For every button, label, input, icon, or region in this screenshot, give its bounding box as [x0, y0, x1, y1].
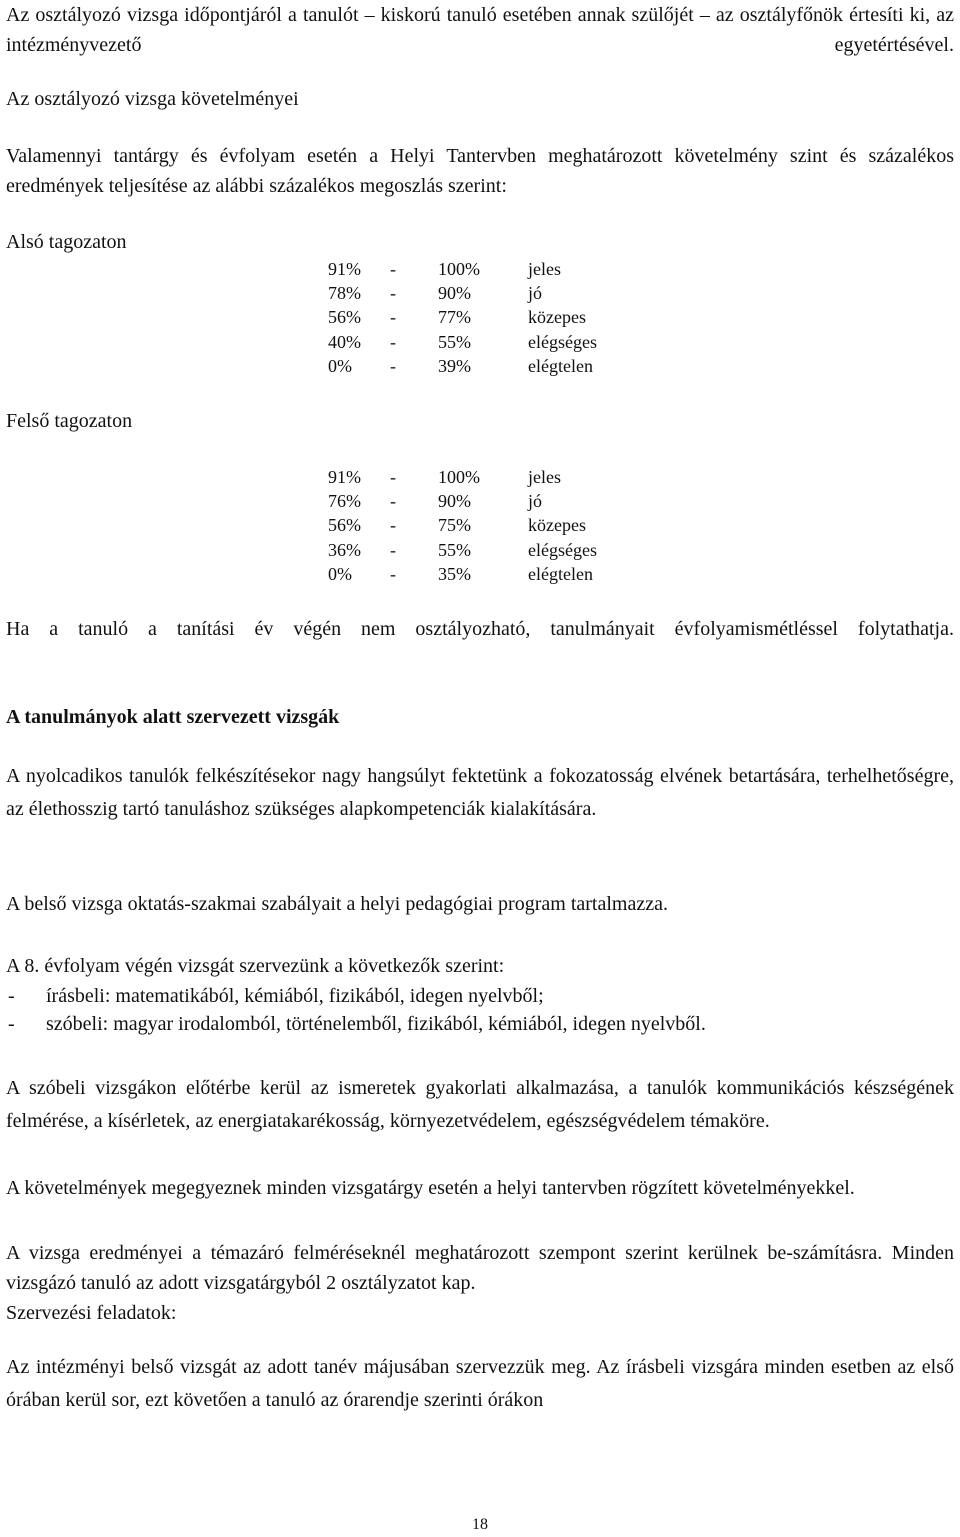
organization-heading: Szervezési feladatok: — [6, 1302, 177, 1324]
upper-section-label: Felső tagozaton — [6, 410, 133, 432]
list-item-text: írásbeli: matematikából, kémiából, fizikából, idegen nyelvből; — [46, 985, 544, 1007]
grade-row — [328, 513, 648, 537]
grade-separator: - — [390, 491, 396, 512]
grade-from: 91% — [328, 259, 361, 279]
grade-from: 0% — [328, 355, 352, 376]
grade-separator: - — [390, 467, 396, 487]
grade-from: 56% — [328, 307, 361, 328]
grade-row — [328, 305, 648, 329]
results-paragraph: A vizsga eredményei a témazáró felméréseknél meghatározott szempont szerint kerülnek be-számításra. Minden vizsgázó tanuló az adott vizsgatárgyból 2 osztályzatot kap. — [6, 1242, 954, 1294]
grade-row — [328, 465, 648, 489]
grade-to: 35% — [438, 563, 471, 584]
grade-name: jeles — [528, 259, 561, 279]
organization-paragraph: Az intézményi belső vizsgát az adott tanév májusában szervezzük meg. Az írásbeli vizsgára minden esetben az első órában kerül sor, ezt követően a tanuló az órarendje szerinti órákon — [6, 1356, 954, 1411]
grade-to: 75% — [438, 515, 471, 536]
intro-paragraph: Az osztályozó vizsga időpontjáról a tanulót – kiskorú tanuló esetében annak szülőjét – az osztályfőnök értesíti ki, az intézményvezető egyetértésével. — [6, 4, 954, 56]
grade-to: 39% — [438, 355, 471, 376]
requirements-heading: Az osztályozó vizsga követelményei — [6, 88, 299, 110]
grade-row — [328, 281, 648, 305]
grade-name: jó — [528, 491, 543, 512]
grade-name: elégtelen — [528, 563, 593, 584]
grade-from: 0% — [328, 563, 352, 584]
grade-name: elégséges — [528, 539, 597, 560]
grade8-item-oral — [6, 1009, 706, 1039]
grade-separator: - — [390, 563, 396, 584]
oral-exam-paragraph: A szóbeli vizsgákon előtérbe kerül az ismeretek gyakorlati alkalmazása, a tanulók kommunikációs készségének felmérése, a kísérletek, az energiatakarékosság, környezetvédelem, egészségvédelem témaköre. — [6, 1077, 954, 1132]
grade-name: jó — [528, 283, 543, 304]
grade8-item-written — [6, 981, 544, 1011]
grade-from: 40% — [328, 331, 361, 352]
requirements-match-paragraph: A követelmények megegyeznek minden vizsgatárgy esetén a helyi tantervben rögzített követelményekkel. — [6, 1177, 855, 1199]
grade-separator: - — [390, 331, 396, 352]
page-number: 18 — [472, 1516, 488, 1533]
grade-row — [328, 538, 648, 562]
grade-from: 91% — [328, 467, 361, 487]
upper-grade-table — [328, 465, 648, 586]
list-dash: - — [8, 985, 15, 1007]
list-item-text: szóbeli: magyar irodalomból, történelemből, fizikából, kémiából, idegen nyelvből. — [46, 1013, 706, 1035]
lower-section-label: Alsó tagozaton — [6, 231, 127, 253]
grade-row — [328, 489, 648, 513]
grade-to: 55% — [438, 331, 471, 352]
grade-row — [328, 257, 648, 281]
exams-paragraph-2: A belső vizsga oktatás-szakmai szabályait a helyi pedagógiai program tartalmazza. — [6, 893, 668, 915]
requirements-paragraph: Valamennyi tantárgy és évfolyam esetén a Helyi Tantervben meghatározott követelmény szint és százalékos eredmények teljesítése az alábbi százalékos megoszlás szerint: — [6, 145, 954, 197]
grade-separator: - — [390, 307, 396, 328]
grade-separator: - — [390, 283, 396, 304]
grade-row — [328, 354, 648, 378]
grade-name: elégtelen — [528, 355, 593, 376]
grade-to: 77% — [438, 307, 471, 328]
list-dash: - — [8, 1013, 15, 1035]
grade-from: 78% — [328, 283, 361, 304]
exams-heading: A tanulmányok alatt szervezett vizsgák — [6, 706, 340, 728]
grade-name: jeles — [528, 467, 561, 487]
grade-separator: - — [390, 259, 396, 279]
grade-row — [328, 330, 648, 354]
grade8-intro: A 8. évfolyam végén vizsgát szervezünk a következők szerint: — [6, 955, 505, 977]
grade-separator: - — [390, 515, 396, 536]
grade-to: 90% — [438, 283, 471, 304]
grade-name: elégséges — [528, 331, 597, 352]
grade-from: 76% — [328, 491, 361, 512]
grade-separator: - — [390, 539, 396, 560]
grade-name: közepes — [528, 515, 586, 536]
grade-to: 55% — [438, 539, 471, 560]
grade-to: 90% — [438, 491, 471, 512]
grade-row — [328, 562, 648, 586]
grade-separator: - — [390, 355, 396, 376]
repeat-paragraph: Ha a tanuló a tanítási év végén nem osztályozható, tanulmányait évfolyamismétléssel folytathatja. — [6, 618, 954, 640]
grade-from: 56% — [328, 515, 361, 536]
grade-to: 100% — [438, 467, 480, 487]
grade-to: 100% — [438, 259, 480, 279]
lower-grade-table — [328, 257, 648, 378]
grade-name: közepes — [528, 307, 586, 328]
exams-paragraph-1: A nyolcadikos tanulók felkészítésekor nagy hangsúlyt fektetünk a fokozatosság elvének betartására, terhelhetőségre, az élethosszig tartó tanuláshoz szükséges alapkompetenciák kialakítására. — [6, 765, 954, 820]
grade-from: 36% — [328, 539, 361, 560]
